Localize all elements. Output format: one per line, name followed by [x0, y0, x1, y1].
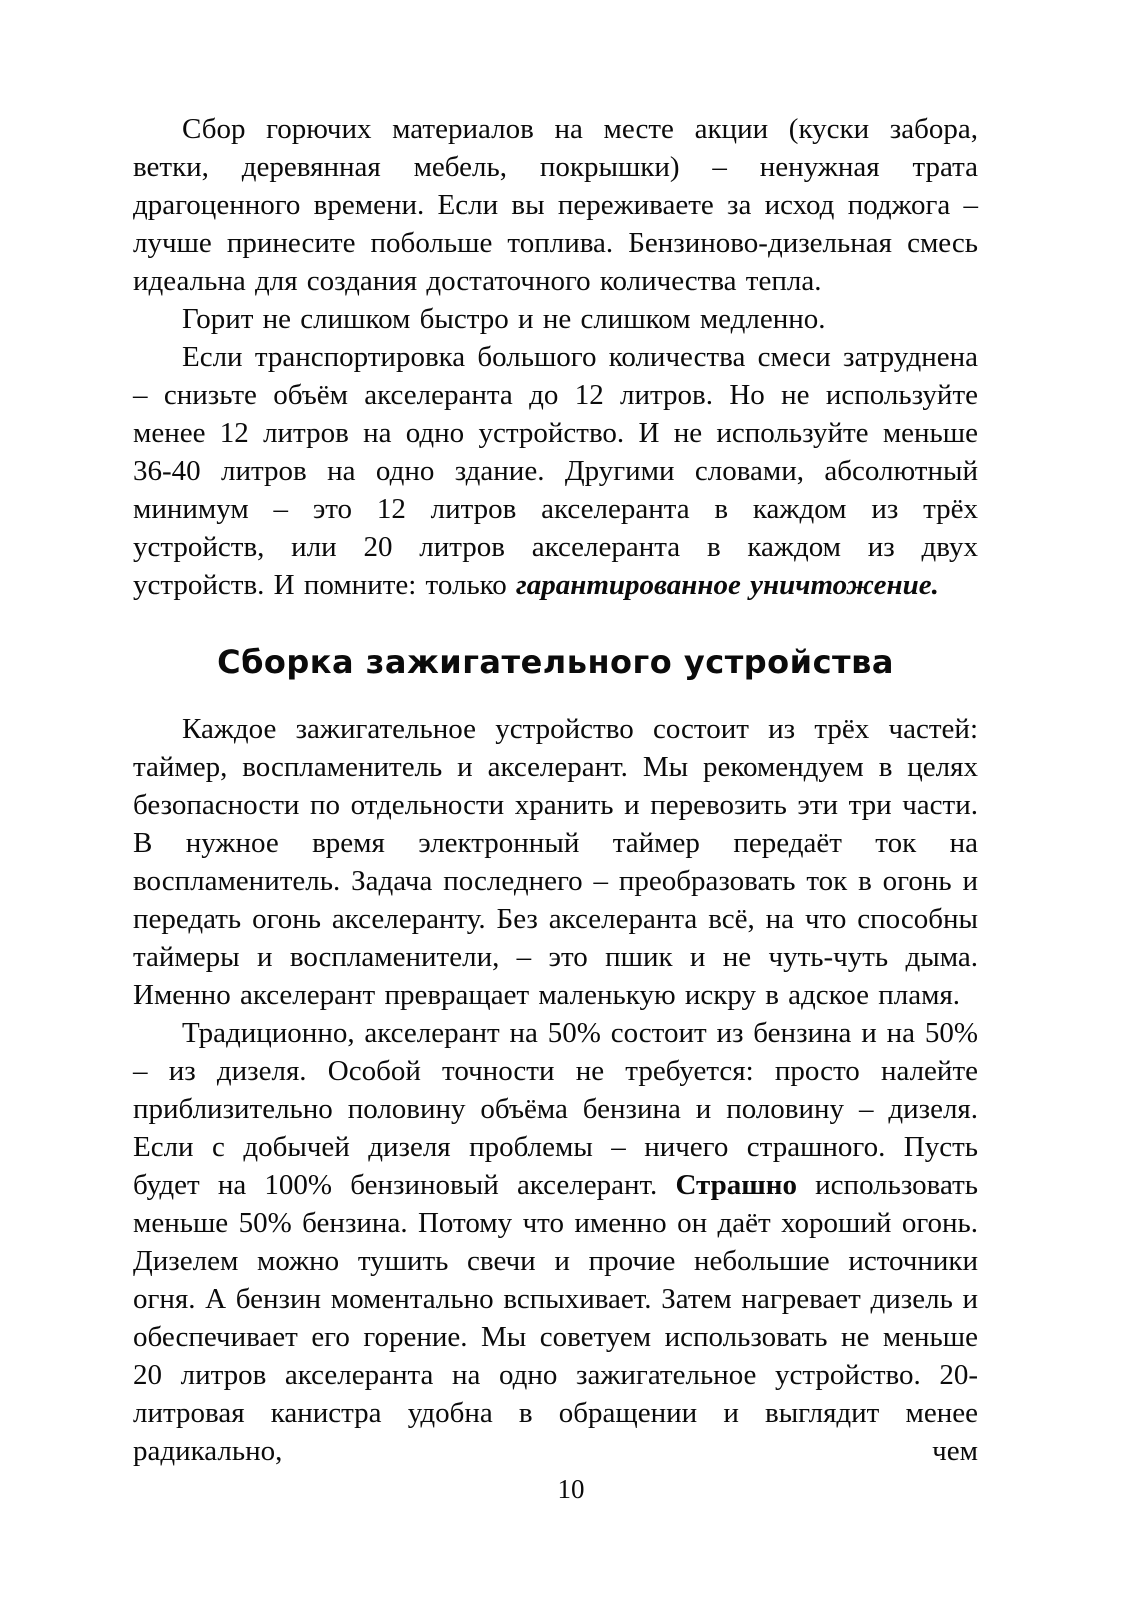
paragraph-device-parts: Каждое зажигательное устройство состоит из трёх частей: таймер, воспламенитель и акселерант. Мы рекомендуем в целях безопасности по отдельности хранить и перевозить эти три части. В нужное время электронный таймер передаёт ток на воспламенитель. Задача последнего – преобразовать ток в огонь и передать огонь акселеранту. Без акселеранта всё, на что способны таймеры и воспламенители, – это пшик и не чуть-чуть дыма. Именно акселерант превращает маленькую искру в адское пламя.: [133, 713, 978, 1011]
paragraph-accelerant-mix-text-1: Традиционно, акселерант на 50% состоит из бензина и на 50% – из дизеля. Особой точности не требуется: просто налейте приблизительно половину объёма бензина и половину – дизеля. Если с добычей дизеля проблемы – ничего страшного. Пусть будет на 100% бензиновый акселерант.: [133, 1017, 978, 1201]
paragraph-accelerant-volume: [133, 338, 978, 604]
paragraph-accelerant-volume-text: Если транспортировка большого количества смеси затруднена – снизьте объём акселеранта до 12 литров. Но не используйте менее 12 литров на одно устройство. И не используйте меньше 36-40 литров на одно здание. Другими словами, абсолютный минимум – это 12 литров акселеранта в каждом из трёх устройств, или 20 литров акселеранта в каждом из двух устройств. И помните: только: [133, 341, 978, 601]
page-content: [133, 110, 978, 1470]
paragraph-burn-rate: Горит не слишком быстро и не слишком медленно.: [182, 303, 826, 335]
paragraph-accelerant-mix-text-2: использовать меньше 50% бензина. Потому что именно он даёт хороший огонь. Дизелем можно тушить свечи и прочие небольшие источники огня. А бензин моментально вспыхивает. Затем нагревает дизель и обеспечивает его горение. Мы советуем использовать не меньше 20 литров акселеранта на одно зажигательное устройство. 20-литровая канистра удобна в обращении и выглядит менее радикально, чем: [133, 1169, 978, 1467]
paragraph-fuel-collection: Сбор горючих материалов на месте акции (куски забора, ветки, деревянная мебель, покрышки) – ненужная трата драгоценного времени. Если вы переживаете за исход поджога – лучше принесите побольше топлива. Бензиново-дизельная смесь идеальна для создания достаточного количества тепла.: [133, 113, 978, 297]
emphasis-scary-word: Страшно: [675, 1169, 797, 1201]
section-heading: Сборка зажигательного устройства: [217, 643, 894, 681]
page-number: 10: [557, 1474, 585, 1504]
paragraph-accelerant-mix: [133, 1014, 978, 1470]
emphasis-guaranteed-destruction: гарантированное уничтожение.: [516, 569, 939, 601]
